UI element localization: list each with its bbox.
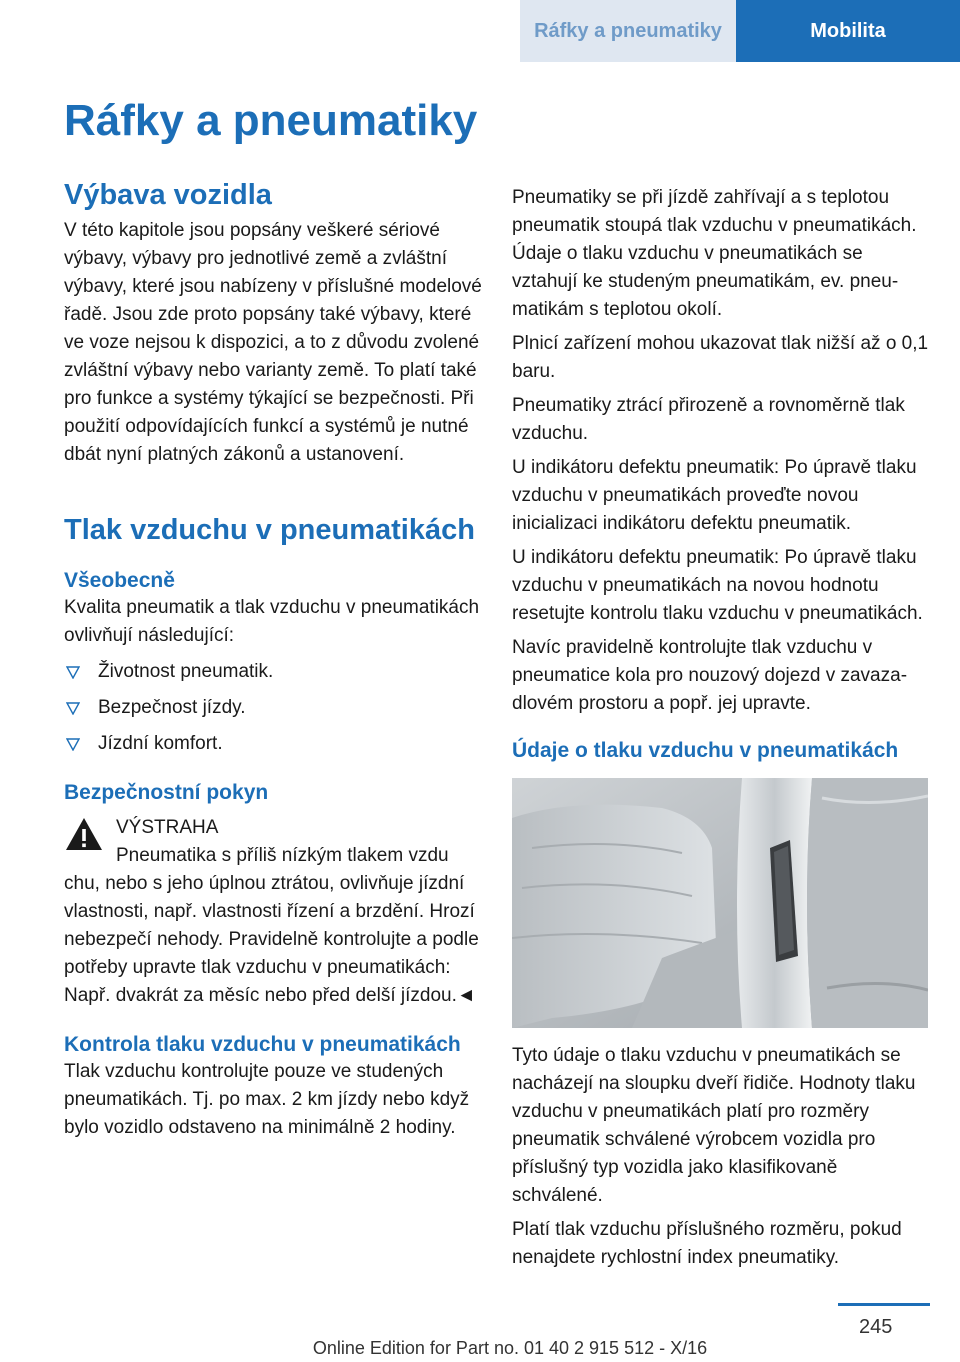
heading-pressure-check: Kontrola tlaku vzduchu v pneumatikách [64,1033,461,1056]
list-item: Bezpečnost jízdy. [64,694,482,722]
bullet-list [64,658,482,758]
paragraph-defect-indicator-reset: U indikátoru defektu pneumatik: Po úpravě tlaku vzduchu v pneumatikách na novou hodnotu resetujte kontrolu tlaku vzduchu v pneumatikách. [512,547,923,624]
triangle-bullet-icon [66,665,80,679]
heading-pressure-data: Údaje o tlaku vzduchu v pneumatikách [512,739,899,762]
general-paragraph: Kvalita pneumatik a tlak vzduchu v pneumatikách ovlivňují následující: [64,597,480,646]
edition-text: Online Edition for Part no. 01 40 2 915 512 - X/16 [312,1338,708,1358]
paragraph-defect-indicator-init: U indikátoru defektu pneumatik: Po úpravě tlaku vzduchu v pneumatikách proveďte novou inicializaci indikátoru defektu pneumatik. [512,457,917,534]
heading-equipment: Výbava vozidla [64,179,272,211]
door-pillar-photo [512,778,928,1028]
paragraph-filling-devices: Plnicí zařízení mohou ukazovat tlak nižší až o 0,1 baru. [512,333,929,382]
paragraph-label-location: Tyto údaje o tlaku vzduchu v pneumatikách se nacházejí na sloupku dveří řidiče. Hodnoty tlaku vzduchu v pneumatikách platí pro rozměry pneumatik schválené výrobcem vozidla pro příslušný typ vozidla jako klasifikovaně schválené. [512,1045,916,1206]
list-item: Životnost pneumatik. [64,658,482,686]
page-number: 245 [859,1316,893,1338]
warning-text: chu, nebo s jeho úplnou ztrátou, ovlivňuje jízdní vlastnosti, např. vlastnosti řízení a brzdění. Hrozí nebezpečí nehody. Pravidelně kontrolujte a podle potřeby upravte tlak vzduchu v pneumatikách: Např. dvakrát za měsíc nebo před delší jízdou.◄ [64,873,479,1006]
right-column [512,184,930,1272]
heading-general: Všeobecně [64,569,175,592]
heading-tire-pressure: Tlak vzduchu v pneumatikách [64,514,475,546]
list-item: Jízdní komfort. [64,730,482,758]
page-header [520,0,960,62]
heading-safety-note: Bezpečnostní pokyn [64,781,269,804]
footer [0,1338,960,1359]
warning-block [64,814,482,1010]
warning-icon [64,816,104,852]
pressure-check-paragraph: Tlak vzduchu kontrolujte pouze ve studených pneumatikách. Tj. po max. 2 km jízdy nebo když bylo vozidlo odstaveno na minimálně 2 hodiny. [64,1061,470,1138]
warning-title: VÝSTRAHA [116,817,219,838]
paragraph-warming: Pneumatiky se při jízdě zahřívají a s teplotou pneumatik stoupá tlak vzduchu v pneumatikách. Údaje o tlaku vzduchu v pneumatikách se vztahují ke studeným pneumatikám, ev. pneumatikám s teplotou okolí. [512,187,917,320]
warning-text-first-line: Pneumatika s příliš nízkým tlakem vzdu [116,845,449,866]
page-title: Ráfky a pneumatiky [64,96,478,145]
footer-rule [838,1303,930,1306]
paragraph-spare-wheel: Navíc pravidelně kontrolujte tlak vzduchu v pneumatice kola pro nouzový dojezd v zavazadlovém prostoru a popř. jej upravte. [512,637,908,714]
equipment-paragraph: V této kapitole jsou popsány veškeré sériové výbavy, výbavy pro jednotlivé země a zvláštní výbavy, které jsou nabízeny v příslušné modelové řadě. Jsou zde proto popsány také výbavy, které ve voze nejsou k dispozici, a to z důvodu zvolené zvláštní výbavy nebo varianty země. To platí také pro funkce a systémy týkající se bezpečnosti. Při použití odpovídajících funkcí a systémů je nutné dbát nyní platných zákonů a ustanovení. [64,220,482,465]
door-pillar-illustration [512,778,928,1028]
paragraph-speed-index: Platí tlak vzduchu příslušného rozměru, pokud nenajdete rychlostní index pneumatiky. [512,1219,902,1268]
chapter-tab: Mobilita [736,0,960,62]
left-column [64,180,482,1142]
paragraph-natural-loss: Pneumatiky ztrácí přirozeně a rovnoměrně tlak vzduchu. [512,395,905,444]
section-tab: Ráfky a pneumatiky [520,0,736,62]
triangle-bullet-icon [66,701,80,715]
triangle-bullet-icon [66,737,80,751]
